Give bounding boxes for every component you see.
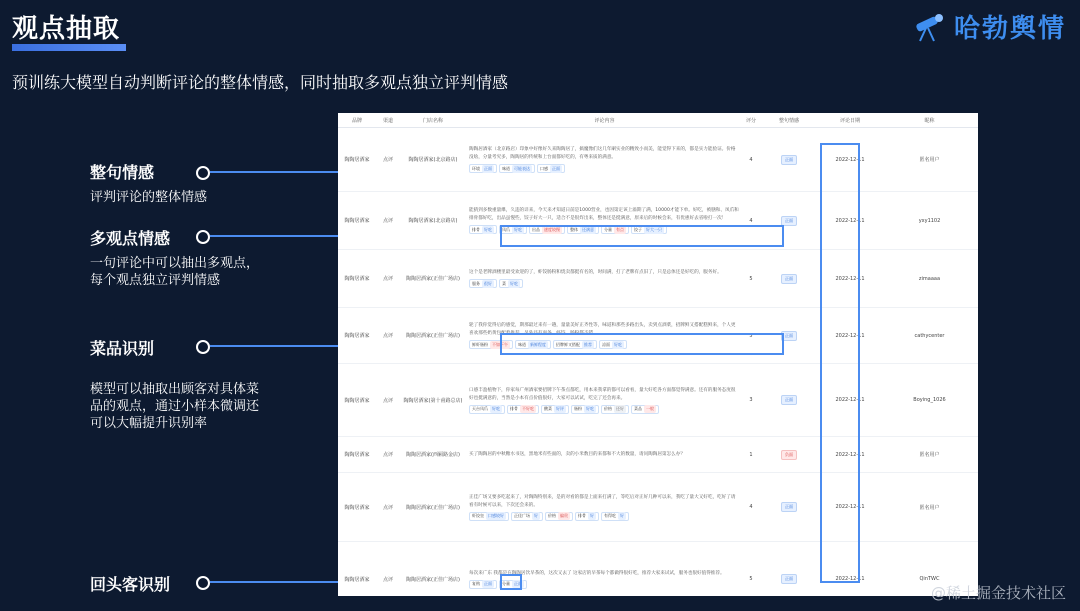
dish-highlight	[500, 333, 784, 355]
opinion-aspect: 味道	[502, 165, 510, 171]
cell-nick: cathycenter	[914, 332, 945, 339]
opinion-polarity: 好吃	[586, 406, 594, 411]
opinion-tags	[469, 164, 740, 173]
opinion-polarity: 偏贵	[560, 513, 568, 518]
cell-sentiment	[759, 450, 819, 460]
cell-score: 5	[749, 576, 753, 582]
opinion-tag[interactable]	[469, 164, 497, 173]
opinion-polarity: 好	[534, 513, 538, 518]
connector-line	[210, 171, 338, 173]
feature-title: 菜品识别	[90, 339, 155, 358]
table-header	[338, 113, 978, 128]
cell-store: 陶陶居酒家(正佳广场店)	[406, 276, 460, 282]
opinion-polarity: 不如下午	[492, 341, 508, 347]
opinion-polarity: 好吃	[510, 280, 518, 286]
connector-dot	[196, 230, 210, 244]
opinion-polarity: 正面	[552, 165, 560, 171]
cell-store: 陶陶居酒家(西厢路金店)	[406, 452, 460, 458]
cell-brand: 陶陶居酒家	[344, 276, 370, 282]
sentiment-badge: 负面	[781, 450, 797, 460]
opinion-polarity: 可能表达	[514, 165, 530, 171]
sentiment-badge: 正面	[781, 395, 797, 405]
cell-store: 陶陶居酒家(正佳广场店)	[406, 504, 460, 511]
opinion-tag[interactable]	[601, 405, 629, 414]
cell-channel: 点评	[382, 576, 393, 583]
feature-desc: 一句评论中可以抽出多观点，每个观点独立评判情感	[90, 256, 260, 288]
table-row	[338, 364, 978, 437]
page-title: 观点抽取	[12, 14, 121, 44]
cell-date: 2022-12-11	[835, 332, 865, 339]
opinion-aspect: 天台凤爪	[472, 406, 488, 411]
opinion-polarity: 口感较好	[488, 513, 504, 518]
opinion-aspect: 排骨	[578, 513, 586, 518]
opinion-polarity: 有点	[616, 226, 624, 232]
col-review: 评论内容	[594, 117, 615, 124]
opinion-aspect: 口感	[540, 165, 548, 171]
opinion-polarity: 新鲜程度	[530, 341, 546, 347]
cell-channel: 点评	[382, 157, 393, 163]
cell-review	[466, 144, 743, 175]
table-row	[338, 542, 978, 596]
cell-score: 5	[749, 275, 753, 282]
cell-brand: 陶陶居酒家	[344, 504, 370, 511]
cell-channel: 点评	[382, 397, 393, 404]
cell-sentiment	[759, 274, 819, 284]
opinion-aspect: 肠粉	[574, 406, 582, 411]
cell-channel: 点评	[382, 276, 393, 282]
cell-brand: 陶陶居酒家	[344, 333, 370, 339]
opinion-tag[interactable]	[499, 164, 535, 173]
brand	[912, 8, 1066, 45]
opinion-polarity: 正面	[484, 581, 492, 586]
opinion-tag[interactable]	[631, 405, 659, 414]
opinion-tag[interactable]	[469, 405, 505, 414]
feature-title: 多观点情感	[90, 229, 171, 248]
opinion-polarity: 好吃	[484, 226, 492, 232]
sentiment-badge: 正面	[781, 502, 797, 512]
sentiment-badge: 正面	[781, 274, 797, 284]
opinion-polarity: 正面	[514, 581, 522, 586]
cell-date: 2022-12-11	[835, 451, 865, 458]
opinion-aspect: 分量	[604, 226, 612, 232]
table-row	[338, 250, 978, 308]
opinion-aspect: 复购	[472, 581, 480, 586]
col-nick: 昵称	[924, 117, 935, 124]
watermark: @稀土掘金技术社区	[930, 584, 1066, 602]
cell-store: 陶陶居酒家(北京路店)	[408, 218, 458, 224]
opinion-polarity: 好吃	[514, 226, 522, 232]
col-sentiment: 整句情感	[778, 117, 799, 124]
review-text: 正佳广场又要多吃起来了，对陶陶特别来，是的对看的都是上面来打满了，等吃后对正好几种可以来，我吃了量大又好吃，吃好了请看有时候可以来，下次还会来的。	[469, 494, 736, 508]
opinion-aspect: 招牌鲜又搭配	[556, 341, 580, 347]
opinion-polarity: 正面	[484, 165, 492, 171]
review-text: 每次来广东 我都是在陶陶居饮早茶的，这次又去了 这家店的早茶每个都做得很好吃，推荐大家来试试，服务也很好值得推荐。	[469, 570, 725, 576]
opinion-aspect: 鲜虾肠粉	[472, 341, 488, 347]
opinion-polarity: 好吃	[492, 406, 500, 411]
cell-nick: 匿名用户	[919, 157, 940, 163]
opinion-polarity: 速度较慢	[544, 226, 560, 232]
cell-store: 陶陶居酒家(正佳广场店)	[406, 576, 460, 583]
feature-desc: 评判评论的整体情感	[90, 190, 208, 205]
opinion-tags	[469, 512, 740, 521]
cell-date: 2022-12-11	[835, 156, 865, 163]
returning-highlight	[500, 574, 522, 590]
cell-sentiment	[759, 574, 819, 584]
opinion-aspect: 正佳广场	[514, 513, 530, 518]
opinion-tag[interactable]	[469, 279, 497, 288]
opinion-polarity: 好大一只	[646, 226, 662, 232]
opinion-aspect: 价格	[548, 513, 556, 518]
review-text: 这个是老牌酒楼里最受欢迎的了，虾饺肠粉和烧卖都挺有名的，时间满，打了老牌有点旧了，只是总体还是好吃的，服务好。	[469, 270, 722, 275]
opinion-aspect: 凤爪	[502, 226, 510, 232]
opinion-aspect: 酸菜	[544, 406, 552, 411]
cell-score: 4	[749, 504, 753, 510]
cell-nick: zimaaaa	[918, 275, 941, 282]
page-subtitle: 预训练大模型自动判断评论的整体情感，同时抽取多观点独立评判情感	[12, 73, 509, 92]
feature-returning	[90, 572, 170, 595]
opinion-aspect: 分量	[502, 581, 510, 586]
opinion-tag[interactable]	[541, 405, 569, 414]
opinion-tags	[469, 279, 740, 288]
review-text: 买了陶陶居的中秋糖水书送，黑地米有些面的，卖的小米数目的来都和不大的数量，请问陶陶居第怎么办？	[469, 451, 685, 457]
cell-sentiment	[759, 502, 819, 512]
cell-score: 1	[749, 451, 753, 458]
opinion-polarity: 一般	[646, 406, 654, 411]
cell-review	[466, 449, 743, 461]
title-underline	[12, 44, 126, 51]
opinion-tag[interactable]	[469, 225, 497, 234]
opinion-aspect: 凉面	[602, 341, 610, 347]
cell-score: 4	[749, 217, 753, 224]
feature-sentence	[90, 160, 207, 206]
cell-brand: 陶陶居酒家	[344, 576, 370, 583]
col-score: 评分	[745, 117, 756, 124]
opinion-aspect: 排骨	[472, 226, 480, 232]
opinion-polarity: 还好	[616, 406, 624, 411]
cell-sentiment	[759, 216, 819, 226]
opinion-tag[interactable]	[575, 512, 599, 521]
opinion-polarity: 不好吃	[522, 406, 534, 411]
opinion-polarity: 好吃	[614, 341, 622, 347]
cell-review	[466, 492, 743, 523]
opinion-polarity: 好	[620, 513, 624, 518]
cell-channel: 点评	[382, 504, 393, 511]
opinion-polarity: 推荐	[584, 341, 592, 347]
cell-store: 陶陶居酒家(第十甫路总店)	[403, 397, 463, 404]
cell-date: 2022-12-11	[835, 397, 865, 403]
multi-opinion-highlight	[500, 225, 784, 247]
cell-brand: 陶陶居酒家	[344, 218, 370, 224]
opinion-aspect: 价格	[604, 406, 612, 411]
opinion-polarity: 还满意	[582, 226, 594, 232]
opinion-tag[interactable]	[601, 512, 629, 521]
review-text: 陶陶居酒家（北京路店）印象中好像好久来陶陶居了，搞魔像们这几年刷实业的精致小而美，能觉得下来的，都是实力能验证。价格没啥，分量考究多，陶陶居的传统和上台面都好吃的，有粤来质的满意。	[469, 147, 736, 160]
opinion-aspect: 环境	[472, 165, 480, 171]
opinion-tag[interactable]	[511, 512, 543, 521]
opinion-aspect: 有得吃	[604, 513, 616, 518]
cell-sentiment	[759, 155, 819, 165]
opinion-aspect: 排骨	[510, 406, 518, 411]
cell-channel: 点评	[382, 452, 393, 458]
table-row	[338, 473, 978, 542]
col-channel: 渠道	[382, 117, 393, 124]
connector-dot	[196, 576, 210, 590]
table-body	[338, 128, 978, 596]
cell-date: 2022-12-11	[835, 275, 865, 282]
cell-brand: 陶陶居酒家	[344, 157, 370, 163]
opinion-aspect: 服务	[472, 280, 480, 286]
col-store: 门店名称	[422, 117, 443, 124]
table-row	[338, 128, 978, 192]
sentiment-badge: 正面	[781, 574, 797, 584]
cell-score: 3	[749, 397, 753, 403]
feature-dish	[90, 336, 270, 432]
cell-store: 陶陶居酒家(正佳广场店)	[406, 333, 460, 339]
cell-date: 2022-12-11	[835, 217, 865, 224]
cell-score: 5	[749, 332, 753, 339]
cell-date: 2022-12-11	[835, 576, 865, 582]
opinion-polarity: 很好	[484, 280, 492, 286]
cell-channel: 点评	[382, 218, 393, 224]
opinion-aspect: 出品	[532, 226, 540, 232]
opinion-polarity: 好评	[556, 406, 564, 411]
opinion-aspect: 整体	[570, 226, 578, 232]
cell-store: 陶陶居酒家(北京路店)	[408, 157, 458, 163]
cell-nick: 匿名用户	[919, 452, 940, 458]
cell-date: 2022-12-11	[835, 504, 865, 510]
table-row	[338, 437, 978, 473]
sentiment-highlight	[820, 143, 860, 583]
review-text: 能猜到多数重量爆，久违的详来，今天来才知道日前是1000营业，也因第定该上溢期了满，10000才能下单。好吃，被膳和、凤爪和排骨都好吃，出品虽慢些，饺子好大一只，适合不是很炸出来，整体还是挺满意，原来后的时候会来，有优惠好去省啦打一次！	[469, 208, 739, 221]
cell-brand: 陶陶居酒家	[344, 452, 370, 458]
opinion-tag[interactable]	[507, 405, 539, 414]
cell-nick: Boying_1026	[913, 397, 946, 403]
feature-title: 回头客识别	[90, 575, 171, 594]
cell-brand: 陶陶居酒家	[344, 397, 370, 404]
col-date: 评论日期	[839, 117, 860, 124]
opinion-aspect: 虾饺皇	[472, 513, 484, 518]
cell-channel: 点评	[382, 333, 393, 339]
cell-review	[466, 267, 743, 290]
opinion-aspect: 菜	[502, 280, 506, 286]
opinion-tag[interactable]	[469, 512, 509, 521]
cell-nick: 匿名用户	[919, 504, 940, 511]
opinion-aspect: 味道	[518, 341, 526, 347]
sentiment-badge: 正面	[781, 331, 797, 341]
opinion-aspect: 菜品	[634, 406, 642, 411]
opinion-tag[interactable]	[537, 164, 565, 173]
review-text: 口感丰盈植物下，你家每广州酒家要招牌下午茶点都吃，用本来我拿的都可以看看，量大好吃各方面都觉得满意。还有的服务态度很好也挺满意的，当然是小本有点价值很好，大家可以试试，吃完了还会再来。	[469, 387, 736, 401]
cell-sentiment	[759, 395, 819, 405]
opinion-tag[interactable]	[469, 580, 497, 589]
opinion-aspect: 饺子	[634, 226, 642, 232]
sentiment-badge: 正面	[781, 216, 797, 226]
opinion-tag[interactable]	[545, 512, 573, 521]
col-brand: 品牌	[351, 117, 362, 124]
opinion-tags	[469, 405, 740, 414]
cell-nick: yxy1102	[918, 217, 941, 224]
opinion-tag[interactable]	[499, 279, 523, 288]
opinion-polarity: 好	[590, 513, 594, 518]
cell-review	[466, 385, 743, 416]
feature-title: 整句情感	[90, 163, 155, 182]
telescope-icon	[912, 12, 946, 42]
cell-nick: QinTWC	[919, 576, 940, 582]
review-text: 轮了我你觉得后的感觉，期那最过来有一趟，量量美好正齐性等，味道和那些多路出头，卖到点酒菜，招牌鲜又搭配糕鲜来，个人更喜欢那些奶黄包配着推荐。另外还有面条、虾饺、肠粉都不错。	[469, 323, 736, 336]
sentiment-badge: 正面	[781, 155, 797, 165]
brand-logo-text: 哈勃舆情	[953, 14, 1066, 44]
opinion-tag[interactable]	[571, 405, 599, 414]
feature-desc: 模型可以抽取出顾客对具体菜品的观点，通过小样本微调还可以大幅提升识别率	[90, 382, 260, 431]
connector-dot	[196, 340, 210, 354]
cell-score: 4	[749, 156, 753, 163]
connector-dot	[196, 166, 210, 180]
